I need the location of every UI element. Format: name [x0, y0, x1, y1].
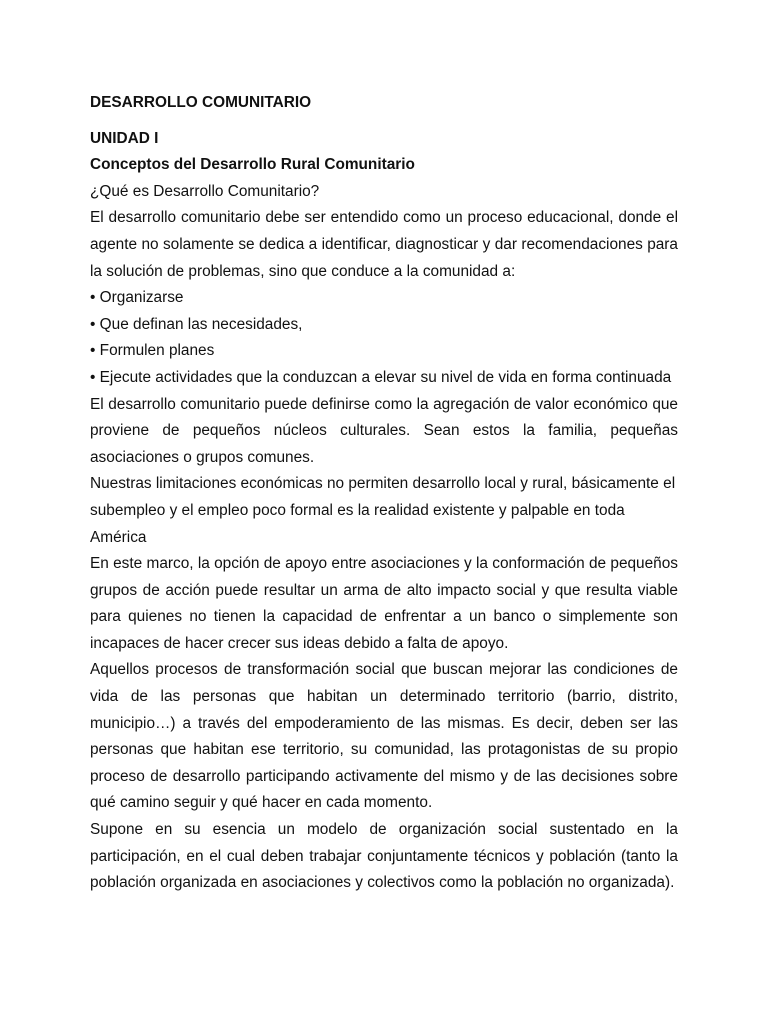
- body-paragraph: El desarrollo comunitario puede definirse como la agregación de valor económico que proviene de pequeños núcleos culturales. Sean estos la familia, pequeñas asociaciones o grupos comunes.: [90, 395, 678, 466]
- bullet-item: • Formulen planes: [90, 342, 215, 360]
- body-paragraph: Supone en su esencia un modelo de organización social sustentado en la participación, en el cual deben trabajar conjuntamente técnicos y población (tanto la población organizada en asociaciones y colectivos como la población no organizada).: [90, 821, 678, 892]
- body-paragraph: Aquellos procesos de transformación social que buscan mejorar las condiciones de vida de las personas que habitan un determinado territorio (barrio, distrito, municipio…) a través del empoderamiento de las mismas. Es decir, deben ser las personas que habitan ese territorio, su comunidad, las protagonistas de su propio proceso de desarrollo participando activamente del mismo y de las decisiones sobre qué camino seguir y qué hacer en cada momento.: [90, 661, 678, 812]
- question-line: ¿Qué es Desarrollo Comunitario?: [90, 182, 320, 200]
- document-page: [90, 90, 678, 897]
- intro-paragraph: El desarrollo comunitario debe ser entendido como un proceso educacional, donde el agente no solamente se dedica a identificar, diagnosticar y dar recomendaciones para la solución de problemas, sino que conduce a la comunidad a:: [90, 209, 678, 280]
- unit-heading: UNIDAD I: [90, 129, 159, 147]
- bullet-item: • Organizarse: [90, 289, 184, 307]
- body-paragraph: En este marco, la opción de apoyo entre asociaciones y la conformación de pequeños grupos de acción puede resultar un arma de alto impacto social y que resulta viable para quienes no tienen la capacidad de enfrentar a un banco o simplemente son incapaces de hacer crecer sus ideas debido a falta de apoyo.: [90, 555, 678, 652]
- bullet-list: [90, 285, 678, 391]
- section-title: Conceptos del Desarrollo Rural Comunitario: [90, 156, 415, 174]
- bullet-item: • Ejecute actividades que la conduzcan a elevar su nivel de vida en forma continuada: [90, 368, 672, 386]
- document-title: DESARROLLO COMUNITARIO: [90, 94, 312, 111]
- body-paragraph: Nuestras limitaciones económicas no permiten desarrollo local y rural, básicamente el subempleo y el empleo poco formal es la realidad existente y palpable en toda América: [90, 475, 676, 546]
- bullet-item: • Que definan las necesidades,: [90, 315, 303, 333]
